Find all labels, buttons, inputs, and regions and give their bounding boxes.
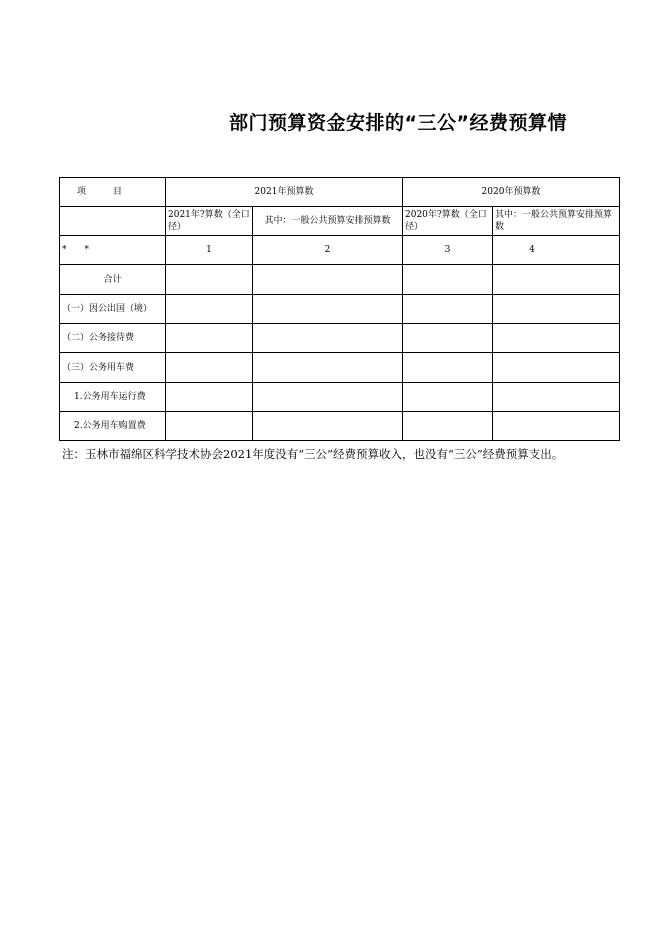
budget-table <box>59 177 620 441</box>
page-title: 部门预算资金安排的“三公”经费预算情 <box>229 112 567 134</box>
group-header-2021: 2021年预算数 <box>166 178 403 207</box>
header-row-2 <box>60 207 620 236</box>
col3-index: 3 <box>403 236 493 265</box>
col4-header: 其中：一般公共预算安排预算数 <box>493 207 620 236</box>
cell-empty <box>253 324 403 353</box>
table-row <box>60 265 620 295</box>
header-row-3 <box>60 236 620 265</box>
group-header-2020: 2020年预算数 <box>403 178 620 207</box>
cell-empty <box>403 353 493 383</box>
cell-empty <box>403 265 493 295</box>
cell-empty <box>403 324 493 353</box>
cell-empty <box>253 265 403 295</box>
col2-header: 其中：一般公共预算安排预算数 <box>253 207 403 236</box>
cell-empty <box>493 383 620 412</box>
cell-empty <box>166 383 253 412</box>
cell-empty <box>253 412 403 441</box>
item-subheader-empty <box>60 207 166 236</box>
row-label-vehicle-operation: 1.公务用车运行费 <box>60 383 166 412</box>
cell-empty <box>493 412 620 441</box>
item-index-label: * * <box>60 236 166 265</box>
cell-empty <box>493 265 620 295</box>
footnote: 注：玉林市福绵区科学技术协会2021年度没有“三公”经费预算收入，也没有“三公”经费预算支出。 <box>62 447 564 461</box>
cell-empty <box>493 324 620 353</box>
cell-empty <box>493 295 620 324</box>
cell-empty <box>253 383 403 412</box>
cell-empty <box>253 295 403 324</box>
table-row <box>60 295 620 324</box>
row-label-total: 合计 <box>60 265 166 295</box>
cell-empty <box>403 412 493 441</box>
header-row-1 <box>60 178 620 207</box>
table-row <box>60 383 620 412</box>
cell-empty <box>166 324 253 353</box>
col3-header: 2020年?算数（全口径） <box>403 207 493 236</box>
cell-empty <box>166 265 253 295</box>
cell-empty <box>253 353 403 383</box>
cell-empty <box>493 353 620 383</box>
cell-empty <box>166 412 253 441</box>
cell-empty <box>403 383 493 412</box>
col1-index: 1 <box>166 236 253 265</box>
item-header: 项 目 <box>60 178 166 207</box>
cell-empty <box>166 353 253 383</box>
row-label-overseas: （一）因公出国（境） <box>60 295 166 324</box>
row-label-vehicle-purchase: 2.公务用车购置费 <box>60 412 166 441</box>
table-row <box>60 324 620 353</box>
table-row <box>60 353 620 383</box>
col4-index: 4 <box>493 236 620 265</box>
table-row <box>60 412 620 441</box>
cell-empty <box>166 295 253 324</box>
row-label-reception: （二）公务接待费 <box>60 324 166 353</box>
col1-header: 2021年?算数（全口径） <box>166 207 253 236</box>
row-label-vehicle: （三）公务用车费 <box>60 353 166 383</box>
cell-empty <box>403 295 493 324</box>
col2-index: 2 <box>253 236 403 265</box>
